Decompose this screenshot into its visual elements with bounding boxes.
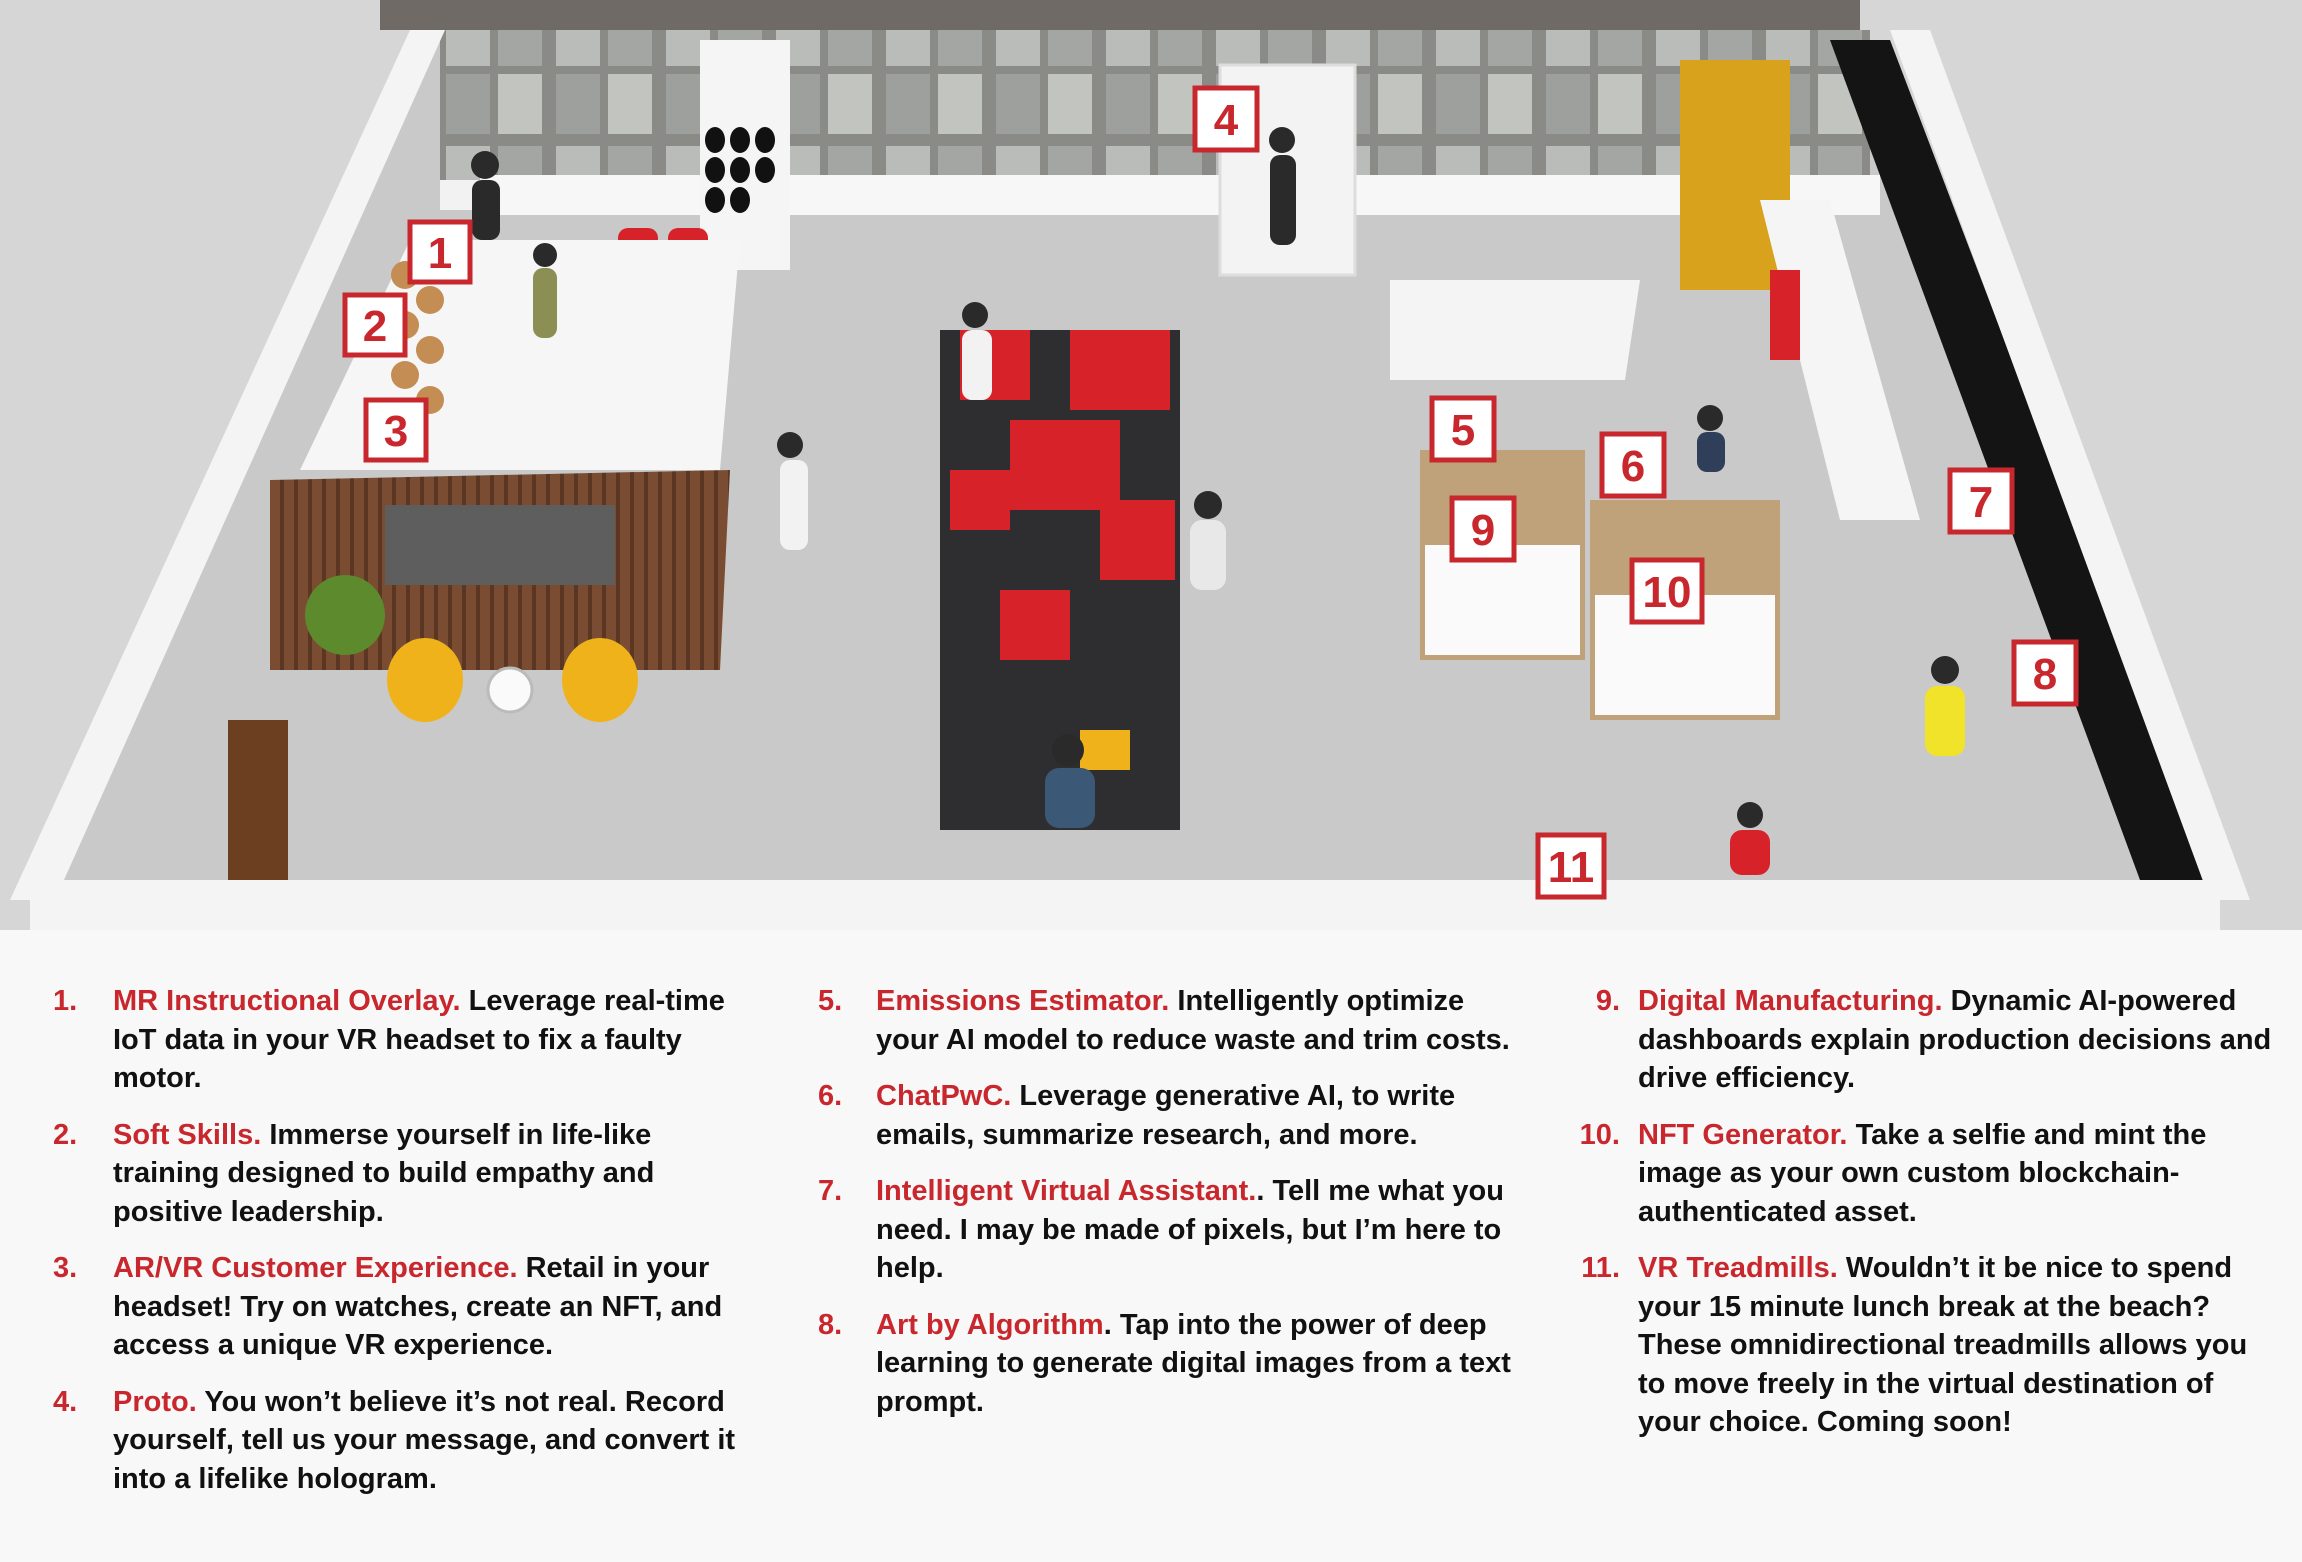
item-title: Soft Skills.	[113, 1118, 262, 1151]
marker-label: 5	[1450, 406, 1476, 455]
legend-item-4	[55, 1383, 755, 1499]
marker-label: 7	[1968, 478, 1994, 527]
marker-10	[1632, 560, 1702, 622]
marker-1	[410, 222, 470, 282]
item-title: Proto.	[113, 1385, 197, 1418]
legend-item-5	[818, 982, 1518, 1059]
marker-8	[2014, 642, 2076, 704]
marker-2	[345, 295, 405, 355]
marker-label: 11	[1547, 843, 1595, 892]
item-description: Leverage real-time IoT data in your VR headset to fix a faulty motor.	[113, 985, 725, 1094]
marker-7	[1950, 470, 2012, 532]
marker-label: 10	[1642, 568, 1692, 617]
item-number: 3.	[53, 1252, 78, 1284]
item-description: Immerse yourself in life-like training designed to build empathy and positive leadership.	[113, 1118, 655, 1228]
item-number: 8.	[818, 1308, 843, 1341]
item-number: 4.	[53, 1385, 78, 1418]
marker-label: 2	[362, 302, 388, 351]
marker-3	[366, 400, 426, 460]
legend-item-6	[818, 1077, 1518, 1154]
item-number: 11.	[1581, 1252, 1620, 1284]
legend-item-2	[55, 1116, 755, 1232]
legend-item-10	[1580, 1116, 2280, 1232]
item-number: 2.	[53, 1118, 78, 1151]
item-title: Emissions Estimator.	[876, 985, 1170, 1017]
legend-item-3	[55, 1249, 755, 1365]
item-description: Take a selfie and mint the image as your own custom blockchain-authenticated asset.	[1638, 1118, 2207, 1228]
marker-9	[1452, 498, 1514, 560]
legend-item-8: 8. Art by Algorithm. Tap into the power of deep learning to generate digital images from a text prompt.	[818, 1306, 1518, 1422]
item-title: AR/VR Customer Experience.	[113, 1252, 518, 1284]
item-number: 5.	[818, 985, 843, 1017]
item-number: 9.	[1595, 985, 1620, 1017]
legend	[0, 930, 2302, 1562]
item-description: Leverage generative AI, to write emails, summarize research, and more.	[876, 1080, 1456, 1151]
item-description: Dynamic AI-powered dashboards explain production decisions and drive efficiency.	[1638, 985, 2272, 1094]
legend-column-3	[1580, 982, 2280, 1460]
item-number: 10.	[1579, 1118, 1620, 1151]
marker-label: 9	[1470, 506, 1496, 555]
marker-5	[1432, 398, 1494, 460]
marker-6	[1602, 434, 1664, 496]
item-title: Intelligent Virtual Assistant.	[876, 1175, 1257, 1207]
item-description: Tell me what you need. I may be made of pixels, but I’m here to help.	[876, 1175, 1504, 1284]
item-number: 7.	[818, 1175, 843, 1207]
item-title: MR Instructional Overlay.	[113, 985, 461, 1017]
item-title: Digital Manufacturing.	[1638, 985, 1943, 1017]
item-number: 6.	[818, 1080, 843, 1112]
item-title: Art by Algorithm	[876, 1308, 1104, 1341]
item-description: Wouldn’t it be nice to spend your 15 minute lunch break at the beach? These omnidirectional treadmills allows you to move freely in the virtual destination of your choice. Coming soon!	[1638, 1252, 2248, 1438]
item-number: 1.	[53, 985, 78, 1017]
marker-label: 8	[2032, 650, 2058, 699]
legend-item-7: 7. Intelligent Virtual Assistant.. Tell me what you need. I may be made of pixels, but I’m here to help.	[818, 1172, 1518, 1288]
legend-item-9	[1580, 982, 2280, 1098]
legend-column-2	[818, 982, 1518, 1439]
item-description: You won’t believe it’s not real. Record yourself, tell us your message, and convert it into a lifelike hologram.	[113, 1385, 736, 1495]
legend-item-1	[55, 982, 755, 1098]
marker-4	[1195, 88, 1257, 150]
marker-label: 3	[383, 407, 409, 456]
marker-label: 1	[427, 229, 453, 278]
marker-label: 6	[1620, 442, 1646, 491]
legend-item-11	[1580, 1249, 2280, 1442]
item-description: Tap into the power of deep learning to generate digital images from a text prompt.	[876, 1308, 1511, 1418]
item-description: Intelligently optimize your AI model to reduce waste and trim costs.	[876, 985, 1510, 1056]
item-title: ChatPwC.	[876, 1080, 1012, 1112]
item-description: Retail in your headset! Try on watches, create an NFT, and access a unique VR experience.	[113, 1252, 723, 1361]
item-title: VR Treadmills.	[1638, 1252, 1838, 1284]
item-title: NFT Generator.	[1638, 1118, 1848, 1151]
legend-column-1	[55, 982, 755, 1516]
marker-11	[1538, 835, 1604, 897]
marker-label: 4	[1213, 96, 1239, 145]
